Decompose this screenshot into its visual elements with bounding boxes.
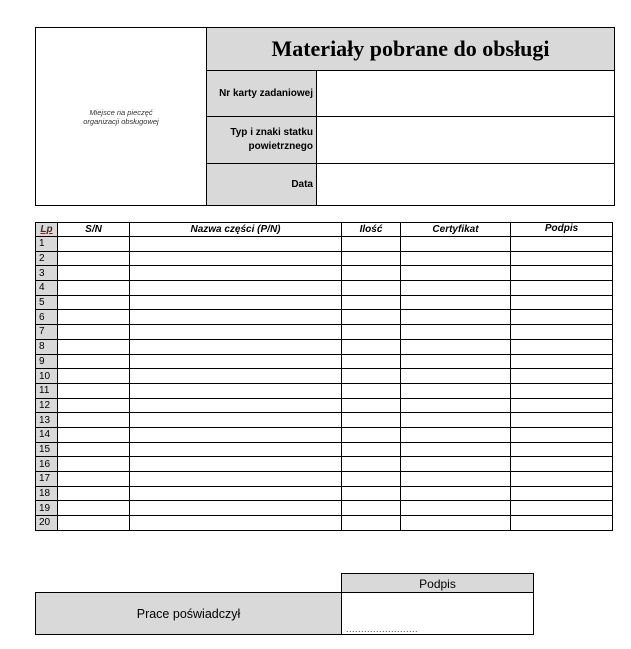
row-number: 15 bbox=[36, 442, 58, 457]
serial-number-cell[interactable] bbox=[58, 486, 130, 501]
table-row bbox=[36, 398, 613, 413]
quantity-cell[interactable] bbox=[342, 354, 401, 369]
quantity-cell[interactable] bbox=[342, 457, 401, 472]
certificate-cell[interactable] bbox=[401, 339, 511, 354]
row-number: 7 bbox=[36, 325, 58, 340]
table-row bbox=[36, 354, 613, 369]
certificate-cell[interactable] bbox=[401, 295, 511, 310]
serial-number-cell[interactable] bbox=[58, 383, 130, 398]
part-name-cell[interactable] bbox=[130, 427, 342, 442]
part-name-cell[interactable] bbox=[130, 295, 342, 310]
row-number: 6 bbox=[36, 310, 58, 325]
certificate-cell[interactable] bbox=[401, 325, 511, 340]
certificate-cell[interactable] bbox=[401, 516, 511, 531]
table-row bbox=[36, 383, 613, 398]
serial-number-cell[interactable] bbox=[58, 325, 130, 340]
part-name-cell[interactable] bbox=[130, 339, 342, 354]
signature-cell[interactable] bbox=[511, 295, 613, 310]
row-number: 3 bbox=[36, 266, 58, 281]
signature-cell[interactable] bbox=[511, 457, 613, 472]
table-header-row bbox=[36, 223, 613, 237]
part-name-cell[interactable] bbox=[130, 413, 342, 428]
row-number: 16 bbox=[36, 457, 58, 472]
part-name-cell[interactable] bbox=[130, 281, 342, 296]
certificate-cell[interactable] bbox=[401, 237, 511, 252]
form-title: Materiały pobrane do obsługi bbox=[207, 28, 614, 71]
aircraft-type-label: Typ i znaki statku powietrznego bbox=[207, 117, 317, 164]
certificate-cell[interactable] bbox=[401, 310, 511, 325]
signature-cell[interactable] bbox=[511, 427, 613, 442]
table-row bbox=[36, 281, 613, 296]
row-number: 11 bbox=[36, 383, 58, 398]
certificate-cell[interactable] bbox=[401, 413, 511, 428]
quantity-cell[interactable] bbox=[342, 369, 401, 384]
table-row bbox=[36, 339, 613, 354]
certificate-cell[interactable] bbox=[401, 383, 511, 398]
serial-number-cell[interactable] bbox=[58, 398, 130, 413]
table-row bbox=[36, 472, 613, 487]
serial-number-cell[interactable] bbox=[58, 427, 130, 442]
row-number: 19 bbox=[36, 501, 58, 516]
signature-cell[interactable] bbox=[511, 472, 613, 487]
signature-cell[interactable] bbox=[511, 310, 613, 325]
task-card-label: Nr karty zadaniowej bbox=[207, 71, 317, 117]
serial-number-cell[interactable] bbox=[58, 281, 130, 296]
serial-number-cell[interactable] bbox=[58, 237, 130, 252]
stamp-area bbox=[36, 28, 207, 205]
column-header-quantity: Ilość bbox=[342, 223, 401, 237]
quantity-cell[interactable] bbox=[342, 281, 401, 296]
certificate-cell[interactable] bbox=[401, 251, 511, 266]
quantity-cell[interactable] bbox=[342, 472, 401, 487]
serial-number-cell[interactable] bbox=[58, 501, 130, 516]
part-name-cell[interactable] bbox=[130, 398, 342, 413]
stamp-placeholder-line2: organizacji obsługowej bbox=[83, 116, 159, 126]
quantity-cell[interactable] bbox=[342, 383, 401, 398]
serial-number-cell[interactable] bbox=[58, 442, 130, 457]
certificate-cell[interactable] bbox=[401, 427, 511, 442]
quantity-cell[interactable] bbox=[342, 442, 401, 457]
signature-cell[interactable] bbox=[511, 281, 613, 296]
row-number: 8 bbox=[36, 339, 58, 354]
task-card-field[interactable] bbox=[317, 71, 614, 117]
serial-number-cell[interactable] bbox=[58, 354, 130, 369]
certificate-cell[interactable] bbox=[401, 472, 511, 487]
aircraft-type-field[interactable] bbox=[317, 117, 614, 164]
certificate-cell[interactable] bbox=[401, 369, 511, 384]
signature-cell[interactable] bbox=[511, 383, 613, 398]
column-header-certificate: Certyfikat bbox=[401, 223, 511, 237]
certified-signature-field[interactable] bbox=[341, 592, 534, 635]
certificate-cell[interactable] bbox=[401, 486, 511, 501]
table-row bbox=[36, 295, 613, 310]
form-header bbox=[35, 27, 615, 206]
row-number: 17 bbox=[36, 472, 58, 487]
date-label: Data bbox=[207, 164, 317, 205]
column-header-sn: S/N bbox=[58, 223, 130, 237]
row-number: 12 bbox=[36, 398, 58, 413]
table-row bbox=[36, 310, 613, 325]
part-name-cell[interactable] bbox=[130, 251, 342, 266]
table-row bbox=[36, 413, 613, 428]
table-row bbox=[36, 369, 613, 384]
part-name-cell[interactable] bbox=[130, 457, 342, 472]
parts-table bbox=[35, 222, 613, 531]
column-header-signature: Podpis bbox=[511, 223, 613, 237]
signature-cell[interactable] bbox=[511, 501, 613, 516]
certificate-cell[interactable] bbox=[401, 442, 511, 457]
part-name-cell[interactable] bbox=[130, 310, 342, 325]
serial-number-cell[interactable] bbox=[58, 266, 130, 281]
signature-cell[interactable] bbox=[511, 325, 613, 340]
quantity-cell[interactable] bbox=[342, 486, 401, 501]
table-row bbox=[36, 442, 613, 457]
footer-signature-header: Podpis bbox=[341, 573, 534, 593]
table-row bbox=[36, 516, 613, 531]
table-row bbox=[36, 237, 613, 252]
part-name-cell[interactable] bbox=[130, 516, 342, 531]
part-name-cell[interactable] bbox=[130, 442, 342, 457]
signature-cell[interactable] bbox=[511, 516, 613, 531]
signature-cell[interactable] bbox=[511, 398, 613, 413]
row-number: 5 bbox=[36, 295, 58, 310]
serial-number-cell[interactable] bbox=[58, 516, 130, 531]
signature-cell[interactable] bbox=[511, 442, 613, 457]
quantity-cell[interactable] bbox=[342, 237, 401, 252]
row-number: 1 bbox=[36, 237, 58, 252]
row-number: 14 bbox=[36, 427, 58, 442]
quantity-cell[interactable] bbox=[342, 251, 401, 266]
part-name-cell[interactable] bbox=[130, 472, 342, 487]
row-number: 20 bbox=[36, 516, 58, 531]
table-row bbox=[36, 251, 613, 266]
quantity-cell[interactable] bbox=[342, 501, 401, 516]
serial-number-cell[interactable] bbox=[58, 413, 130, 428]
certificate-cell[interactable] bbox=[401, 457, 511, 472]
table-row bbox=[36, 457, 613, 472]
row-number: 18 bbox=[36, 486, 58, 501]
quantity-cell[interactable] bbox=[342, 295, 401, 310]
serial-number-cell[interactable] bbox=[58, 310, 130, 325]
certificate-cell[interactable] bbox=[401, 501, 511, 516]
certificate-cell[interactable] bbox=[401, 266, 511, 281]
table-row bbox=[36, 486, 613, 501]
certificate-cell[interactable] bbox=[401, 354, 511, 369]
quantity-cell[interactable] bbox=[342, 339, 401, 354]
row-number: 4 bbox=[36, 281, 58, 296]
signature-cell[interactable] bbox=[511, 369, 613, 384]
part-name-cell[interactable] bbox=[130, 354, 342, 369]
quantity-cell[interactable] bbox=[342, 427, 401, 442]
part-name-cell[interactable] bbox=[130, 383, 342, 398]
row-number: 2 bbox=[36, 251, 58, 266]
certificate-cell[interactable] bbox=[401, 398, 511, 413]
certificate-cell[interactable] bbox=[401, 281, 511, 296]
part-name-cell[interactable] bbox=[130, 369, 342, 384]
column-header-part-name: Nazwa części (P/N) bbox=[130, 223, 342, 237]
part-name-cell[interactable] bbox=[130, 237, 342, 252]
signature-dotted-line: ........................ bbox=[346, 624, 419, 634]
signature-cell[interactable] bbox=[511, 339, 613, 354]
table-row bbox=[36, 325, 613, 340]
row-number: 13 bbox=[36, 413, 58, 428]
part-name-cell[interactable] bbox=[130, 501, 342, 516]
row-number: 9 bbox=[36, 354, 58, 369]
signature-cell[interactable] bbox=[511, 413, 613, 428]
column-header-lp: Lp bbox=[36, 223, 58, 237]
part-name-cell[interactable] bbox=[130, 325, 342, 340]
serial-number-cell[interactable] bbox=[58, 251, 130, 266]
quantity-cell[interactable] bbox=[342, 310, 401, 325]
signature-cell[interactable] bbox=[511, 486, 613, 501]
quantity-cell[interactable] bbox=[342, 413, 401, 428]
serial-number-cell[interactable] bbox=[58, 369, 130, 384]
signature-cell[interactable] bbox=[511, 354, 613, 369]
serial-number-cell[interactable] bbox=[58, 339, 130, 354]
quantity-cell[interactable] bbox=[342, 398, 401, 413]
part-name-cell[interactable] bbox=[130, 266, 342, 281]
serial-number-cell[interactable] bbox=[58, 472, 130, 487]
quantity-cell[interactable] bbox=[342, 266, 401, 281]
quantity-cell[interactable] bbox=[342, 325, 401, 340]
quantity-cell[interactable] bbox=[342, 516, 401, 531]
certified-by-label: Prace poświadczył bbox=[35, 592, 342, 635]
serial-number-cell[interactable] bbox=[58, 295, 130, 310]
table-row bbox=[36, 501, 613, 516]
table-row bbox=[36, 266, 613, 281]
signature-cell[interactable] bbox=[511, 251, 613, 266]
signature-cell[interactable] bbox=[511, 237, 613, 252]
table-row bbox=[36, 427, 613, 442]
date-field[interactable] bbox=[317, 164, 614, 205]
part-name-cell[interactable] bbox=[130, 486, 342, 501]
signature-cell[interactable] bbox=[511, 266, 613, 281]
stamp-placeholder-line1: Miejsce na pieczęć bbox=[89, 107, 153, 117]
row-number: 10 bbox=[36, 369, 58, 384]
serial-number-cell[interactable] bbox=[58, 457, 130, 472]
